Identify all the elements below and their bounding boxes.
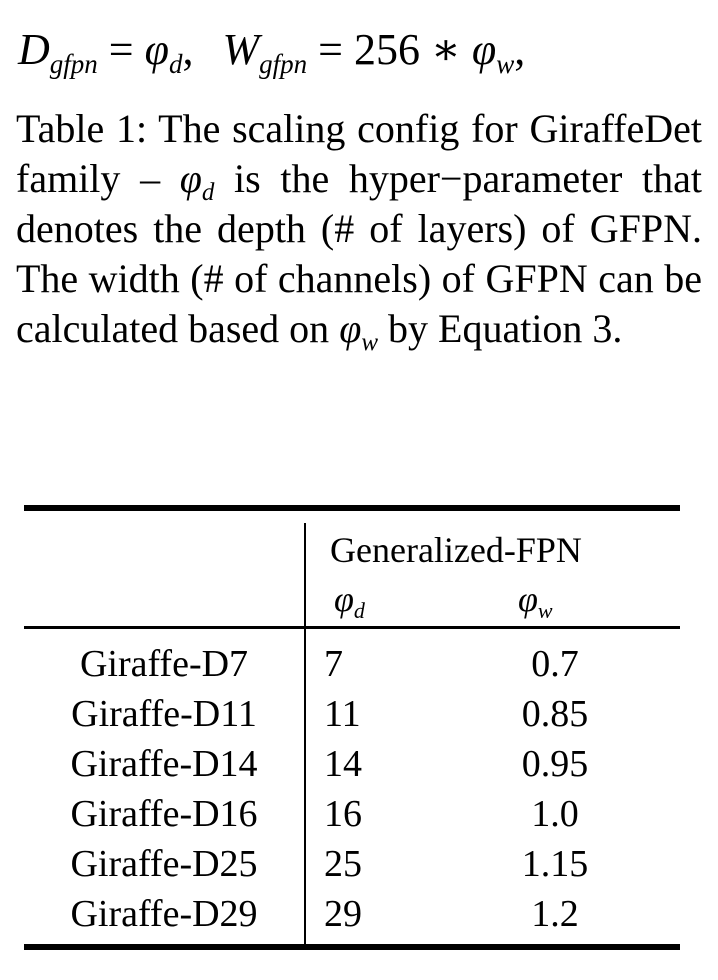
caption-part-3: by Equation 3. [378,306,623,351]
scaling-config-table [24,505,680,950]
row-phi-d-value: 29 [324,893,362,935]
eq-width-symbol: W [222,25,260,74]
header-generalized-fpn: Generalized-FPN [330,530,582,570]
eq-phi-w-symbol: φ [471,25,497,74]
table-row [24,889,680,939]
row-model-name: Giraffe-D14 [70,743,258,785]
row-phi-d-value: 16 [324,793,362,835]
row-phi-d-value: 7 [324,643,343,685]
eq-depth-symbol: D [18,25,50,74]
row-phi-w-value: 1.15 [521,843,589,885]
row-model-name: Giraffe-D16 [70,793,258,835]
row-phi-d-value: 11 [324,693,361,735]
row-phi-d-value: 14 [324,743,362,785]
scaling-equation: $D_{gfpn} = \varphi_d$, $W_{gfpn} = 256$ ∗ $\varphi_w$, [18,25,526,79]
caption-phi-d-symbol: φ [179,156,202,201]
row-phi-d-value: 25 [324,843,362,885]
table-row [24,689,680,739]
eq-phi-w-subscript: w [496,49,515,79]
table-row [24,639,680,689]
table-caption [16,104,702,354]
header-phi-w-subscript: w [537,598,553,623]
row-model-name: Giraffe-D29 [70,893,258,935]
caption-phi-d-subscript: d [201,179,215,206]
row-phi-w-value: 1.0 [531,793,579,835]
table-row [24,789,680,839]
row-model-name: Giraffe-D11 [71,693,257,735]
header-phi-d-base: φ [334,579,354,619]
caption-phi-w-symbol: φ [339,306,362,351]
eq-width-coefficient: 256 [353,25,420,74]
row-phi-w-value: 1.2 [531,893,579,935]
header-phi-w-base: φ [518,579,538,619]
caption-phi-w-subscript: w [361,329,379,356]
row-model-name: Giraffe-D7 [79,643,249,685]
table-bottom-rule [24,944,680,950]
caption-part-1: Table 1: The scaling config for GiraffeDet family – [16,106,702,201]
caption-part-2: is the hyper−parameter that denotes the depth (# of layers) of GFPN. The width (# of channels) of GFPN can be calculated based on [16,156,702,351]
eq-width-subscript: gfpn [259,49,308,79]
table-row [24,839,680,889]
header-phi-w [518,579,553,623]
table-top-rule [24,505,680,511]
row-phi-w-value: 0.7 [531,643,579,685]
header-phi-d-subscript: d [353,598,365,623]
eq-phi-d-symbol: φ [144,25,169,74]
row-model-name: Giraffe-D25 [70,843,258,885]
row-phi-w-value: 0.95 [521,743,589,785]
header-phi-d [334,579,365,623]
eq-depth-subscript: gfpn [49,49,98,79]
row-phi-w-value: 0.85 [521,693,589,735]
table-row [24,739,680,789]
table-header-rule [24,626,680,629]
eq-phi-d-subscript: d [168,49,183,79]
